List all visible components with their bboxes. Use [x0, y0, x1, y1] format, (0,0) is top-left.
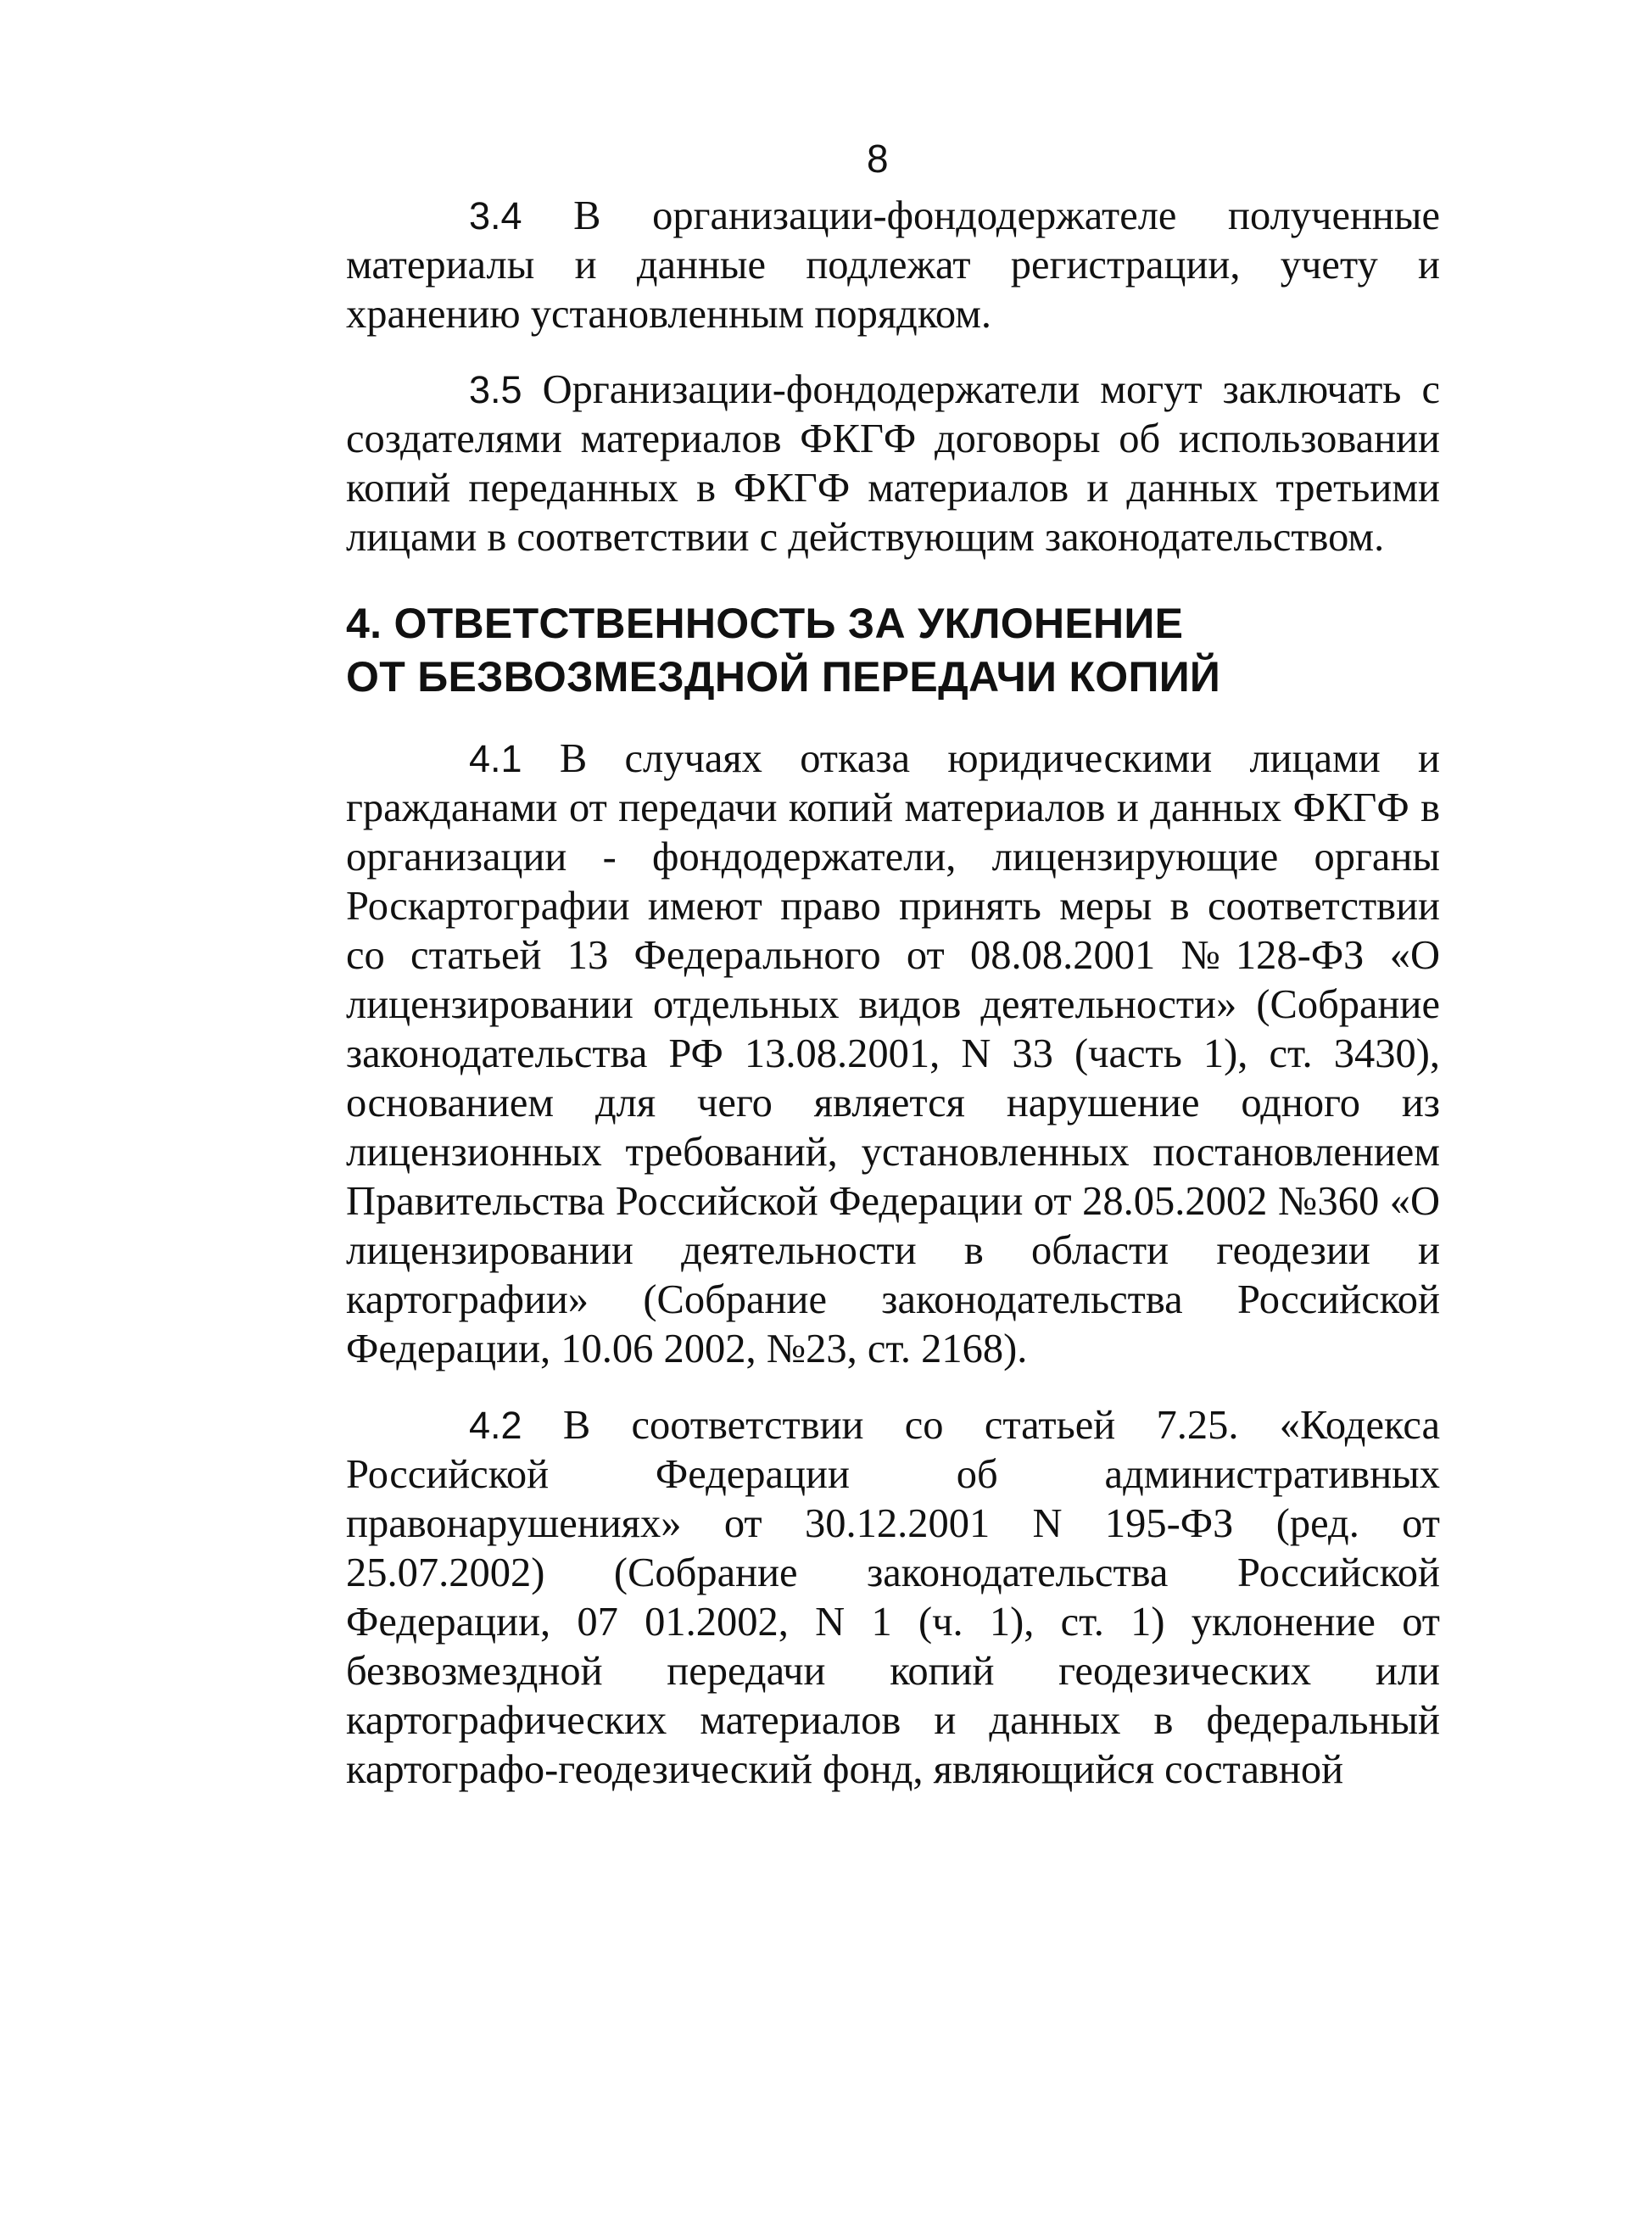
paragraph-number: 3.4 — [469, 194, 522, 237]
paragraph-3-4 — [346, 192, 1440, 339]
paragraph-text: В случаях отказа юридическими лицами и гражданами от передачи копий материалов и данных ФКГФ в организации - фондодержатели, лицензирующие органы Роскартографии имеют право принять меры в соответствии со статьей 13 Федерального от 08.08.2001 №128-ФЗ «О лицензировании отдельных видов деятельности» (Собрание законодательства РФ 13.08.2001, N 33 (часть 1), ст. 3430), основанием для чего является нарушение одного из лицензионных требований, установленных постановлением Правительства Российской Федерации от 28.05.2002 №360 «О лицензировании деятельности в области геодезии и картографии» (Собрание законодательства Российской Федерации, 10.06 2002, №23, ст. 2168). — [346, 736, 1440, 1371]
paragraph-4-2 — [346, 1401, 1440, 1795]
heading-line-1: 4. ОТВЕТСТВЕННОСТЬ ЗА УКЛОНЕНИЕ — [346, 600, 1184, 647]
paragraph-3-5 — [346, 366, 1440, 562]
paragraph-number: 3.5 — [469, 368, 522, 411]
paragraph-number: 4.1 — [469, 737, 522, 780]
paragraph-4-1 — [346, 734, 1440, 1374]
paragraph-text: Организации-фондодержатели могут заключать с создателями материалов ФКГФ договоры об использовании копий переданных в ФКГФ материалов и данных третьими лицами в соответствии с действующим законодательством. — [346, 367, 1440, 560]
section-4-heading — [346, 597, 1440, 704]
paragraph-text: В соответствии со статьей 7.25. «Кодекса Российской Федерации об административных правонарушениях» от 30.12.2001 N 195-ФЗ (ред. от 25.07.2002) (Собрание законодательства Российской Федерации, 07 01.2002, N 1 (ч. 1), ст. 1) уклонение от безвозмездной передачи копий геодезических или картографических материалов и данных в федеральный картографо-геодезический фонд, являющийся составной — [346, 1403, 1440, 1792]
section-3-continuation — [346, 192, 1440, 562]
paragraph-number: 4.2 — [469, 1404, 522, 1447]
section-4-body — [346, 734, 1440, 1795]
paragraph-text: В организации-фондодержателе полученные материалы и данные подлежат регистрации, учету и хранению установленным порядком. — [346, 193, 1440, 337]
heading-line-2: ОТ БЕЗВОЗМЕЗДНОЙ ПЕРЕДАЧИ КОПИЙ — [346, 653, 1221, 701]
page-number: 8 — [867, 137, 889, 181]
